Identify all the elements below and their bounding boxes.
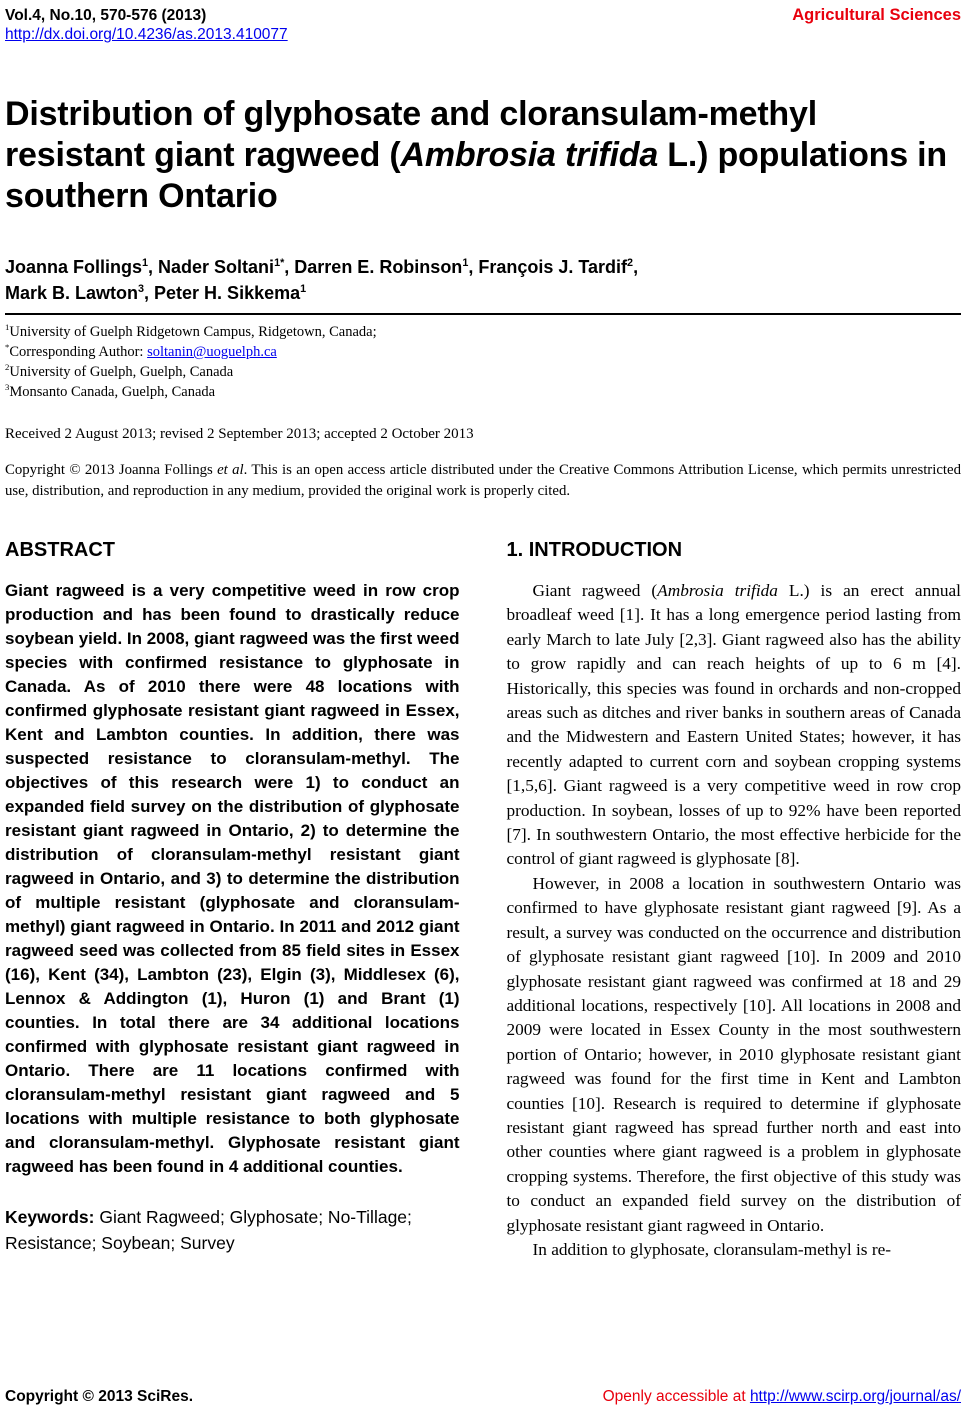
affiliation-superscript: * [5,342,10,353]
journal-name: Agricultural Sciences [792,6,961,24]
footer-access-text: Openly accessible at [602,1388,750,1405]
intro-p1-post: L.) is an erect annual broadleaf weed [1]. It has a long emergence period lasting from early March to late July [2,3]. Giant ragweed also has the ability to grow rapidly and can reach heights of up to 6 m [4]. Historically, this species was found in orchards and non-cropped areas such as ditches and river banks in southern areas of Canada and the Midwestern and Eastern United States; however, it has recently adapted to current corn and soybean cropping systems [1,5,6]. Giant ragweed is a very competitive weed in row crop production. In soybean, losses of up to 92% have been reported [7]. In southwestern Ontario, the most effective herbicide for the control of giant ragweed is glyphosate [8]. [506,581,961,869]
affiliation-line [5,322,961,342]
abstract-column [5,539,460,1262]
author-name: Mark B. Lawton [5,283,139,303]
affiliation-text: University of Guelph Ridgetown Campus, Ridgetown, Canada; [9,324,377,340]
keywords-block [5,1204,460,1256]
corresponding-author-email-link[interactable]: soltanin@uoguelph.ca [147,344,277,360]
abstract-heading: ABSTRACT [5,539,115,561]
author-affiliation-superscript: 1 [142,257,149,269]
keywords-label: Keywords: [5,1207,95,1227]
authors-divider-rule [5,313,961,315]
affiliation-line [5,342,961,362]
abstract-body: Giant ragweed is a very competitive weed in row crop production and has been found to drastically reduce soybean yield. In 2008, giant ragweed was the first weed species with confirmed resistance to glyphosate in Canada. As of 2010 there were 48 locations with confirmed glyphosate resistant giant ragweed in Essex, Kent and Lambton counties. In addition, there was suspected resistance to cloransulam-methyl. The objectives of this research were 1) to conduct an expanded field survey on the distribution of glyphosate resistant giant ragweed in Ontario, 2) to determine the distribution of cloransulam-methyl resistant giant ragweed in Ontario, and 3) to determine the distribution of multiple resistant (glyphosate and cloransulam-methyl) giant ragweed in Ontario. In 2011 and 2012 giant ragweed seed was collected from 85 field sites in Essex (16), Kent (34), Lambton (23), Elgin (3), Middlesex (6), Lennox & Addington (1), Huron (1) and Brant (1) counties. In total there are 34 additional locations confirmed with glyphosate resistant giant ragweed in Ontario. There are 11 locations confirmed with cloransulam-methyl resistant giant ragweed and 5 locations with multiple resistance to both glyphosate and cloransulam-methyl. Glyphosate resistant giant ragweed has been found in 4 additional counties. [5,581,460,1176]
footer-journal-link[interactable]: http://www.scirp.org/journal/as/ [749,1388,961,1405]
author-affiliation-superscript: 3 [138,283,145,295]
affiliation-text: Corresponding Author: [9,344,148,360]
received-dates-line: Received 2 August 2013; revised 2 September 2013; accepted 2 October 2013 [5,426,474,442]
introduction-body [507,579,962,1262]
paper-title [5,94,961,217]
introduction-column [507,539,962,1262]
page-footer [5,1388,961,1406]
author-affiliation-superscript: 1 [462,257,469,269]
author-affiliation-superscript: 1 [300,283,307,295]
doi-line [5,25,288,44]
author-name: , Nader Soltani [148,257,275,277]
title-text-post: L.) populations in southern Ontario [5,136,947,215]
affiliation-superscript: 3 [5,382,10,393]
title-species-italic: Ambrosia trifida [400,136,659,174]
authors-line-1 [5,254,961,280]
title-text-pre: Distribution of glyphosate and cloransulam-methyl resistant giant ragweed ( [5,95,817,174]
authors-block [5,254,961,306]
author-name: , Peter H. Sikkema [144,283,301,303]
intro-species-italic: Ambrosia trifida [657,581,778,600]
intro-p1-pre: Giant ragweed ( [532,581,658,600]
author-name: , Darren E. Robinson [284,257,463,277]
author-name: , François J. Tardif [468,257,628,277]
affiliation-superscript: 2 [5,362,10,373]
affiliation-text: Monsanto Canada, Guelph, Canada [9,384,216,400]
intro-paragraph-3: In addition to glyphosate, cloransulam-methyl is re- [532,1239,892,1259]
affiliations-block [5,322,961,402]
copyright-text-pre: Copyright © 2013 Joanna Follings [5,462,218,478]
affiliation-superscript: 1 [5,322,10,333]
page-header [5,6,961,44]
two-column-body [5,539,961,1262]
footer-access [603,1388,961,1406]
header-left [5,6,288,44]
doi-link[interactable]: http://dx.doi.org/10.4236/as.2013.410077 [5,26,288,43]
affiliation-text: University of Guelph, Guelph, Canada [9,364,234,380]
keywords-list: Giant Ragweed; Glyphosate; No-Tillage; Resistance; Soybean; Survey [5,1207,412,1253]
author-separator: , [633,257,639,277]
author-name: Joanna Follings [5,257,143,277]
copyright-text-post: . This is an open access article distributed under the Creative Commons Attribution License, which permits unrestricted use, distribution, and reproduction in any medium, provided the original work is properly cited. [5,462,961,499]
volume-issue-text: Vol.4, No.10, 570-576 (2013) [5,7,207,24]
intro-paragraph-1 [507,579,962,872]
intro-paragraph-2: However, in 2008 a location in southwestern Ontario was confirmed to have glyphosate resistant giant ragweed [9]. As a result, a survey was conducted on the occurrence and distribution of glyphosate resistant giant ragweed [10]. In 2009 and 2010 glyphosate resistant giant ragweed was confirmed at 18 and 29 additional locations, respectively [10]. All locations in 2008 and 2009 were located in Essex County in the most southwestern portion of Ontario; however, in 2010 glyphosate resistant giant ragweed was found for the first time in Kent and Lambton counties [10]. Research is required to determine if glyphosate resistant giant ragweed has spread further north and east into other counties where giant ragweed is a problem in glyphosate cropping systems. Therefore, the first objective of this study was to conduct an expanded field survey on the distribution of glyphosate resistant giant ragweed in Ontario. [506,873,961,1235]
affiliation-line [5,382,961,402]
copyright-et-al-italic: et al [217,462,244,478]
authors-line-2 [5,280,961,306]
author-affiliation-superscript: 2 [627,257,634,269]
introduction-heading: 1. INTRODUCTION [506,539,683,561]
author-affiliation-superscript: 1* [274,257,285,269]
copyright-notice [5,460,961,502]
footer-copyright: Copyright © 2013 SciRes. [5,1388,194,1405]
affiliation-line [5,362,961,382]
